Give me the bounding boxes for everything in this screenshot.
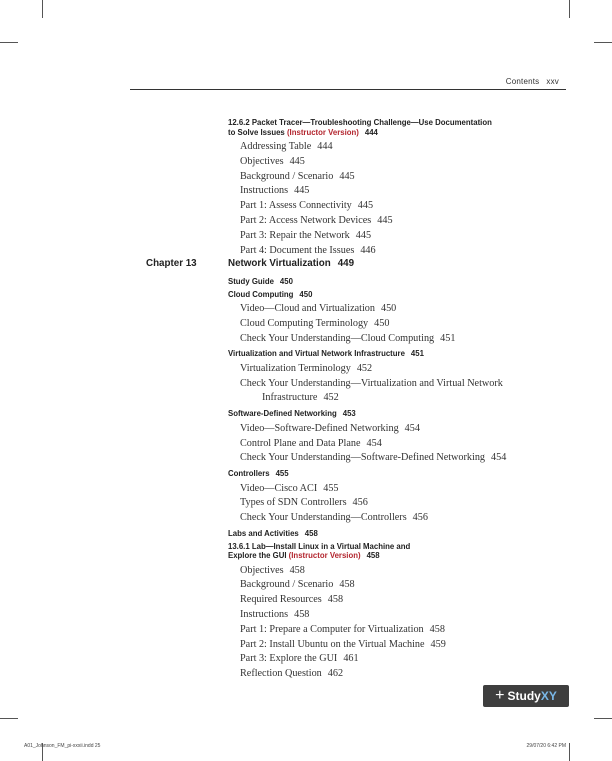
page-number: 444	[317, 141, 333, 152]
page-number: 453	[342, 409, 356, 419]
page-number: 452	[323, 392, 339, 404]
logo-text-b: XY	[540, 689, 557, 703]
logo-text-a: Study	[507, 689, 541, 703]
section-title-line: Controllers	[228, 469, 270, 479]
item-title: Video—Software-Defined Networking	[240, 422, 399, 434]
section-title-line: 13.6.1 Lab—Install Linux in a Virtual Machine and	[228, 541, 411, 551]
page-number: 444	[364, 127, 378, 137]
page-number: 458	[294, 608, 310, 620]
item-title: Part 3: Repair the Network	[240, 229, 350, 241]
page-number: 458	[289, 564, 305, 576]
item-title: Instructions	[240, 608, 289, 620]
item-title: Check Your Understanding—Virtualization and Virtual Network	[240, 377, 503, 389]
toc-section-entry	[228, 469, 568, 479]
page-number: 458	[366, 551, 380, 561]
crop-mark	[594, 718, 612, 719]
item-title: Check Your Understanding—Controllers	[240, 512, 407, 524]
page-number: 458	[304, 529, 318, 539]
item-title: Part 1: Assess Connectivity	[240, 200, 352, 212]
plus-icon: +	[495, 687, 505, 704]
page-number: 451	[440, 332, 456, 344]
item-title: Control Plane and Data Plane	[240, 437, 361, 449]
crop-mark	[569, 0, 570, 18]
chapter-page: 449	[337, 258, 355, 269]
chapter-title: Network Virtualization	[228, 258, 331, 269]
toc-entries-top	[228, 115, 568, 258]
item-title-line	[240, 391, 568, 406]
item-title: Video—Cisco ACI	[240, 482, 318, 494]
item-title: Infrastructure	[262, 392, 318, 404]
page-number: 454	[404, 422, 420, 434]
toc-item-entry	[228, 578, 568, 593]
section-title-line: Explore the GUI	[228, 551, 287, 561]
page-number: 458	[327, 594, 344, 606]
toc-item-entry	[228, 317, 568, 332]
crop-mark	[594, 42, 612, 43]
toc-item-entry	[228, 638, 568, 653]
header-section-label: Contents	[505, 77, 540, 86]
item-title: Part 1: Prepare a Computer for Virtualization	[240, 623, 424, 635]
item-title: Video—Cloud and Virtualization	[240, 303, 375, 314]
toc-item-entry	[228, 437, 568, 452]
toc-item-entry	[228, 214, 568, 229]
page-number: 456	[412, 512, 428, 524]
toc-item-entry	[228, 184, 568, 199]
item-title-line	[240, 377, 568, 392]
page-number: 450	[299, 289, 313, 299]
page-number: 445	[294, 185, 310, 197]
item-title: Objectives	[240, 155, 284, 167]
toc-item-entry	[228, 564, 568, 579]
crop-mark	[0, 42, 18, 43]
item-title: Part 3: Explore the GUI	[240, 653, 338, 665]
page-number: 455	[323, 482, 339, 494]
toc-item-entry	[228, 170, 568, 185]
item-title: Virtualization Terminology	[240, 362, 351, 374]
toc-entries-bottom	[228, 274, 568, 682]
item-title: Addressing Table	[240, 141, 312, 152]
item-title: Cloud Computing Terminology	[240, 317, 369, 329]
item-title: Reflection Question	[240, 668, 322, 680]
page-number: 445	[355, 229, 372, 241]
toc-item-entry	[228, 377, 568, 407]
page-number: 445	[377, 214, 393, 226]
toc-item-entry	[228, 155, 568, 170]
section-title-line: Virtualization and Virtual Network Infrastructure	[228, 349, 405, 359]
header-page-number: xxv	[546, 77, 559, 86]
item-title: Types of SDN Controllers	[240, 497, 347, 509]
item-title: Objectives	[240, 564, 284, 576]
chapter-label: Chapter 13	[146, 258, 197, 269]
page-number: 454	[366, 437, 382, 449]
section-title-line: 12.6.2 Packet Tracer—Troubleshooting Challenge—Use Documentation	[228, 118, 492, 127]
toc-section-entry	[228, 529, 568, 539]
toc-item-entry	[228, 511, 568, 526]
item-title: Part 2: Install Ubuntu on the Virtual Machine	[240, 638, 425, 650]
page-number: 445	[357, 200, 374, 212]
studyxy-logo	[483, 685, 569, 707]
item-title: Required Resources	[240, 594, 322, 606]
section-title-line: Software-Defined Networking	[228, 409, 337, 419]
instructor-version-tag: (Instructor Version)	[288, 551, 361, 561]
page-number: 462	[327, 668, 344, 680]
toc-item-entry	[228, 667, 568, 682]
toc-item-entry	[228, 199, 568, 214]
page-number: 458	[339, 579, 355, 591]
section-title-line: Labs and Activities	[228, 529, 299, 539]
toc-item-entry	[228, 229, 568, 244]
header-rule	[130, 89, 566, 90]
toc-item-entry	[228, 608, 568, 623]
toc-section-entry	[228, 290, 568, 300]
crop-mark	[0, 718, 18, 719]
page-number: 452	[356, 362, 373, 374]
toc-item-entry	[228, 302, 568, 317]
footer-file-info: A01_Johnson_FM_pi-xxxii.indd 25	[24, 743, 101, 749]
page-number: 451	[410, 349, 424, 359]
item-title: Check Your Understanding—Cloud Computing	[240, 332, 435, 344]
toc-item-entry	[228, 451, 568, 466]
toc-item-entry	[228, 332, 568, 347]
toc-item-entry	[228, 652, 568, 667]
toc-item-entry	[228, 593, 568, 608]
page-number: 456	[352, 497, 368, 509]
crop-mark	[569, 743, 570, 761]
toc-section-entry	[228, 542, 568, 561]
toc-section-entry	[228, 409, 568, 419]
toc-item-entry	[228, 422, 568, 437]
page-number: 445	[289, 155, 305, 167]
footer-timestamp: 29/07/20 6:42 PM	[526, 743, 566, 749]
page-number: 458	[429, 623, 445, 635]
running-header	[506, 77, 559, 86]
item-title: Check Your Understanding—Software-Defined Networking	[240, 452, 486, 464]
item-title: Part 2: Access Network Devices	[240, 214, 372, 226]
toc-item-entry	[228, 623, 568, 638]
page-number: 450	[380, 303, 397, 314]
page-number: 461	[343, 653, 359, 665]
instructor-version-tag: (Instructor Version)	[286, 127, 359, 137]
page-number: 459	[430, 638, 446, 650]
page-number: 454	[491, 452, 507, 464]
item-title: Background / Scenario	[240, 579, 334, 591]
toc-item-entry	[228, 496, 568, 511]
toc-item-entry	[228, 482, 568, 497]
page-number: 450	[374, 317, 390, 329]
page-number: 455	[275, 469, 289, 479]
item-title: Instructions	[240, 185, 289, 197]
toc-item-entry	[228, 362, 568, 377]
page-number: 445	[339, 170, 355, 182]
page-number: 446	[360, 244, 376, 256]
toc-section-entry	[228, 349, 568, 359]
section-title-line: to Solve Issues	[228, 127, 285, 137]
section-title-line: Study Guide	[228, 277, 274, 286]
toc-section-entry	[228, 277, 568, 287]
toc-section-entry	[228, 118, 568, 137]
toc-item-entry	[228, 244, 568, 259]
toc-item-entry	[228, 140, 568, 155]
section-title-line: Cloud Computing	[228, 289, 294, 299]
item-title: Background / Scenario	[240, 170, 334, 182]
item-title: Part 4: Document the Issues	[240, 244, 355, 256]
page-number: 450	[279, 277, 293, 286]
crop-mark	[42, 0, 43, 18]
